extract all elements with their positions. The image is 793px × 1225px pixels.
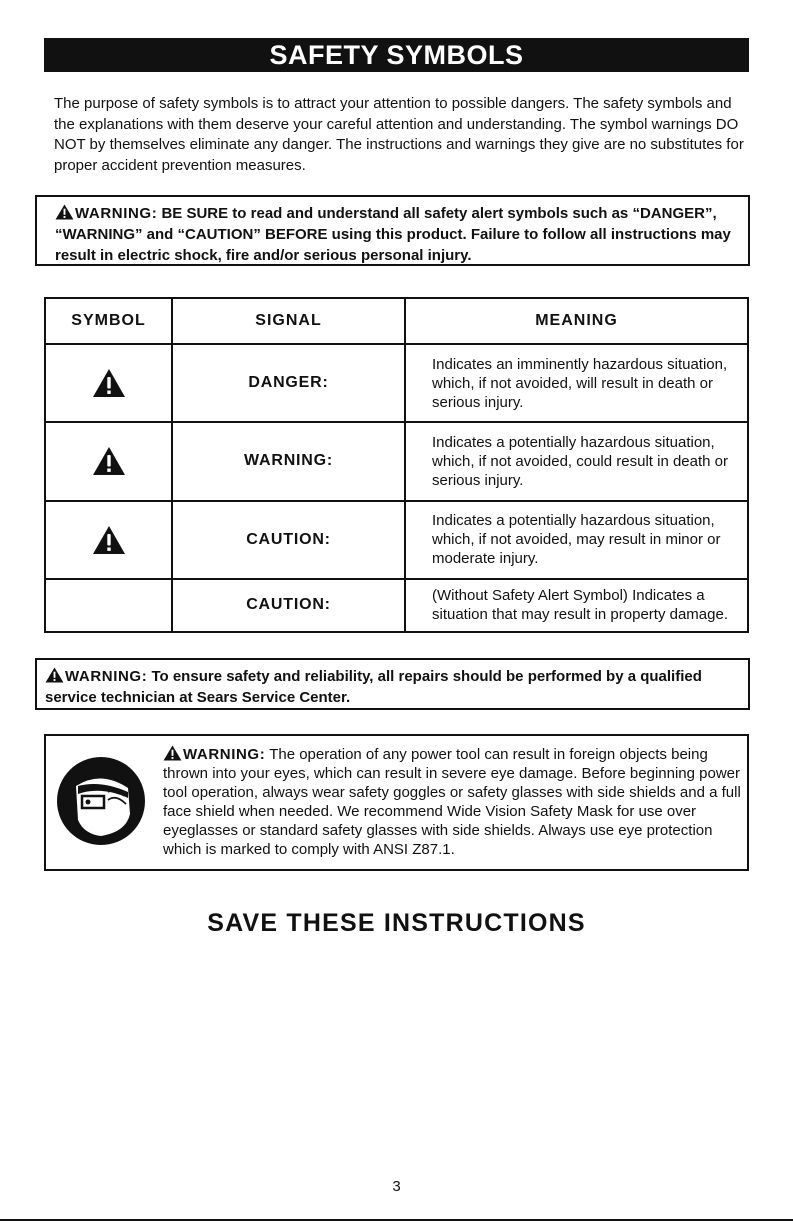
table-header-row (45, 298, 748, 344)
safety-symbols-table (44, 297, 749, 633)
table-row (45, 344, 748, 422)
alert-triangle-icon (92, 368, 126, 398)
eye-warning-text-block (163, 745, 745, 859)
signal-cell: CAUTION: (172, 579, 405, 632)
table-row (45, 422, 748, 500)
warning-text: BE SURE to read and understand all safety alert symbols such as “DANGER”, “WARNING” and “CAUTION” BEFORE using this product. Failure to follow all instructions may result in electric shock, fire and/or serious personal injury. (55, 205, 731, 264)
symbol-cell-empty (45, 579, 172, 632)
signal-cell: CAUTION: (172, 501, 405, 579)
alert-triangle-icon (55, 204, 74, 220)
symbol-cell (45, 422, 172, 500)
warning-label: WARNING: (65, 668, 148, 685)
meaning-cell: Indicates a potentially hazardous situation, which, if not avoided, may result in minor or moderate injury. (405, 501, 748, 579)
intro-paragraph: The purpose of safety symbols is to attract your attention to possible dangers. The safety symbols and the explanations with them deserve your careful attention and understanding. The symbol warnings DO NOT by themselves eliminate any danger. The instructions and warnings they give are no substitutes for proper accident prevention measures. (54, 95, 744, 174)
alert-triangle-icon (92, 446, 126, 476)
eye-protection-warning-box (44, 734, 749, 871)
warning-box-read-symbols (35, 195, 750, 266)
symbol-cell (45, 501, 172, 579)
meaning-cell: Indicates an imminently hazardous situation, which, if not avoided, will result in death or serious injury. (405, 344, 748, 422)
header-meaning: MEANING (405, 298, 748, 344)
signal-cell: WARNING: (172, 422, 405, 500)
page-number: 3 (392, 1178, 401, 1195)
header-signal: SIGNAL (172, 298, 405, 344)
bottom-divider (0, 1219, 793, 1221)
safety-goggles-icon (56, 756, 146, 846)
symbol-cell (45, 344, 172, 422)
save-instructions-heading: SAVE THESE INSTRUCTIONS (207, 909, 586, 937)
table-row (45, 501, 748, 579)
warning-label: WARNING: (75, 205, 158, 222)
header-symbol: SYMBOL (45, 298, 172, 344)
alert-triangle-icon (45, 667, 64, 683)
warning-box-repairs (35, 658, 750, 710)
warning-text: To ensure safety and reliability, all repairs should be performed by a qualified service technician at Sears Service Center. (45, 668, 702, 706)
warning-label: WARNING: (183, 746, 266, 763)
meaning-cell: (Without Safety Alert Symbol) Indicates a situation that may result in property damage. (405, 579, 748, 632)
warning-text: The operation of any power tool can result in foreign objects being thrown into your eyes, which can result in severe eye damage. Before beginning power tool operation, always wear safety goggles or safety glasses with side shields and a full face shield when needed. We recommend Wide Vision Safety Mask for use over eyeglasses or standard safety glasses with side shields. Always use eye protection which is marked to comply with ANSI Z87.1. (163, 746, 741, 858)
alert-triangle-icon (92, 525, 126, 555)
alert-triangle-icon (163, 745, 182, 761)
signal-cell: DANGER: (172, 344, 405, 422)
table-row (45, 579, 748, 632)
meaning-cell: Indicates a potentially hazardous situation, which, if not avoided, could result in death or serious injury. (405, 422, 748, 500)
page-title: SAFETY SYMBOLS (44, 38, 749, 72)
